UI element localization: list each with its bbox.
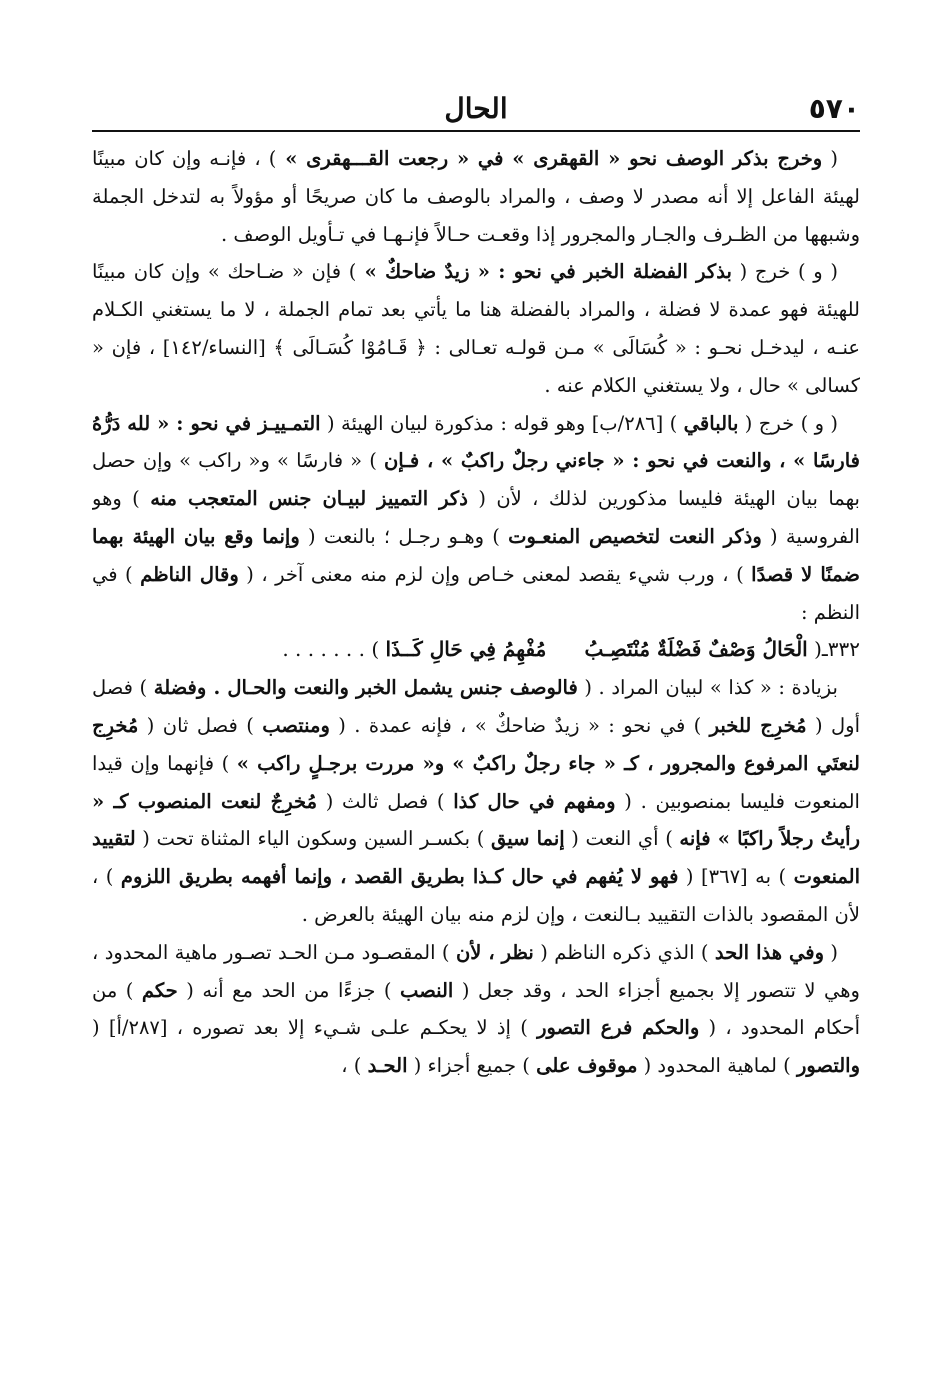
text-run: ) جزءًا من الحد مع أنه ( — [177, 978, 401, 1002]
bold-text-run: وإنما وقع بيان الهيئة بهما ضمنًا لا قصدًا — [92, 524, 860, 586]
bold-text-run: مُخرِج لنعتَي المرفوع والمجرور ، كـ « جاء رجلٌ راكبٌ » و« مررت برجـلٍ راكب » — [92, 713, 860, 775]
text-run: ) المقصـود مـن الحـد تصـور ماهية المحدود ، وهي لا تتصور إلا بجميع أجزاء الحد ، وقد جعل ( — [92, 940, 860, 1002]
paragraph — [92, 669, 860, 934]
text-run: ) جميع أجزاء ( — [407, 1054, 537, 1078]
text-run: ) ، فإنـه وإن كان مبينًا لهيئة الفاعل إلا أنه مصدر لا وصف ، والمراد بالوصف ما كان صريحًا أو مؤولاً به لتدخل الجملة وشبهها من الظـرف والجـار والمجرور إذا وقعـت حـالاً فإنـهـا في تـأويل الوصف . — [92, 147, 860, 246]
text-run: ( — [822, 147, 838, 170]
bold-text-run: مُخرِج للخبر — [709, 713, 807, 737]
text-run: ) ، لأن المقصود بالذات التقييد بـالنعت ، وإن لزم منه بيان الهيئة بالعرض . — [92, 865, 860, 926]
bold-text-run: إنما سيق — [490, 827, 565, 851]
bold-text-run: لتقييد المنعوت — [92, 827, 860, 889]
bold-text-run: حكم — [141, 978, 178, 1002]
bold-text-run: النصب — [400, 978, 454, 1002]
paragraph — [92, 934, 860, 1085]
bold-text-run: وذكر النعت لتخصيص المنعـوت — [508, 524, 762, 548]
text-run: ) فصل أول ( — [92, 676, 860, 737]
text-run: ) [٢٨٦/ب] وهو قوله : مذكورة لبيان الهيئة ( — [320, 411, 684, 435]
bold-text-run: وخرج بذكر الوصف نحو « القهقرى » في « رجعت القـــهقرى » — [276, 147, 823, 170]
bold-text-run: موقوف على — [536, 1054, 638, 1078]
bold-text-run: بذكر الفضلة الخبر في نحو : « زيدٌ ضاحكٌ » — [356, 260, 732, 284]
header-rule — [92, 130, 860, 132]
text-run: ) بكسـر السين وسكون الياء المثناة تحت ( — [135, 827, 491, 851]
text-run: ) فإنهما وإن قيدا المنعوت فليسا بمنصوبين . ( — [92, 751, 860, 813]
text-run: ) من أحكام المحدود ، ( — [92, 978, 860, 1040]
verse-close: ) . . . . . . . — [282, 637, 386, 662]
bold-text-run: بالباقي — [683, 411, 739, 435]
paragraph — [92, 253, 860, 404]
text-run: ) فصل ثالث ( — [317, 789, 454, 813]
text-run: ) ، ورب شيء يقصد لمعنى خـاص وإن لزم منه معنى آخر ، ( — [238, 562, 752, 586]
text-run: ) إذ لا يحكـم علـى شـيء إلا بعد تصوره ، [٢٨٧/أ] ( — [92, 1016, 538, 1040]
text-run: ( و ) خرج ( — [738, 411, 838, 435]
text-run: ) في نحو : « زيدٌ ضاحكٌ » ، فإنه عمدة . ( — [329, 713, 710, 737]
bold-text-run: نظر ، لأن — [455, 940, 534, 964]
text-run: ( — [824, 940, 839, 964]
bold-text-run: وفي هذا الحد — [714, 940, 824, 964]
text-run: ) وهو الفروسية ( — [92, 487, 860, 548]
bold-text-run: فالوصف جنس يشمل الخبر والنعت والحـال . وفضلة — [153, 676, 578, 700]
bold-text-run: ذكر التمييز لبيـان جنس المتعجب منه — [150, 487, 468, 511]
bold-text-run: ومفهم في حال كذا — [453, 789, 616, 813]
text-run: ) الذي ذكره الناظم ( — [533, 940, 715, 964]
page-number: ٥٧٠ — [808, 92, 860, 125]
text-run: ) في النظم : — [92, 562, 860, 624]
bold-text-run: والحكم فرع التصور — [537, 1016, 700, 1040]
text-run: ) به [٣٦٧] ( — [678, 865, 794, 889]
paragraph — [92, 140, 860, 253]
text-run: ) لماهية المحدود ( — [637, 1054, 797, 1078]
text-run: ) وهـو رجـل ؛ بالنعت ( — [299, 524, 509, 548]
bold-text-run: والتصور — [796, 1054, 860, 1078]
bold-text-run: الحـد — [367, 1054, 408, 1078]
verse-number: ٣٣٢ـ — [821, 637, 860, 662]
running-title: الحال — [444, 92, 508, 125]
bold-text-run: ومنتصب — [262, 713, 330, 737]
bold-text-run: مُخرِجٌ لنعت المنصوب كـ « رأيتُ رجلاً راكبًا » فإنه — [92, 789, 860, 851]
text-run: ) أي النعت ( — [564, 827, 680, 851]
bold-text-run: وقال الناظم — [140, 562, 239, 586]
text-run: ) فصل ثان ( — [138, 713, 263, 737]
text-run: ) ، — [341, 1054, 368, 1078]
page-header — [92, 92, 860, 130]
body-text — [92, 140, 860, 1360]
text-run: ( و ) خرج ( — [731, 260, 839, 284]
text-run: بزيادة : « كذا » لبيان المراد . ( — [577, 676, 838, 700]
verse-line — [92, 631, 860, 669]
verse-open: ( — [807, 637, 822, 662]
bold-text-run: التمـييـز في نحو : « لله دَرُّهُ فارسًا » ، والنعت في نحو : « جاءني رجلٌ راكبٌ » ، فـإن — [92, 411, 860, 473]
bold-text-run: فهو لا يُفهم في حال كـذا بطريق القصد ، وإنما أفهمه بطريق اللزوم — [120, 865, 679, 889]
verse-second-hemistich: مُفْهِمُ فِي حَالِ كَــذَا — [385, 637, 547, 662]
text-run: ) « فارسًا » و« راكب » وإن حصل بهما بيان الهيئة فليسا مذكورين لذلك ، لأن ( — [92, 449, 860, 511]
verse-first-hemistich: الْحَالُ وَصْفٌ فَضْلَةٌ مُنْتَصِـبُ — [584, 637, 808, 662]
text-run: ) فإن « ضـاحك » وإن كان مبينًا للهيئة فهو عمدة لا فضلة ، والمراد بالفضلة هنا ما يأتي بعد تمام الجملة ، لا ما يستغني الكـلام عنـه ، ليدخـل نحـو : « كُسَالَى » مـن قولـه تعـالى : ﴿ قَـامُوْا كُسَـالَى ﴾ [النساء/١٤٢] ، فإن « كسالى » حال ، ولا يستغني الكلام عنه . — [92, 260, 860, 397]
paragraph — [92, 405, 860, 632]
